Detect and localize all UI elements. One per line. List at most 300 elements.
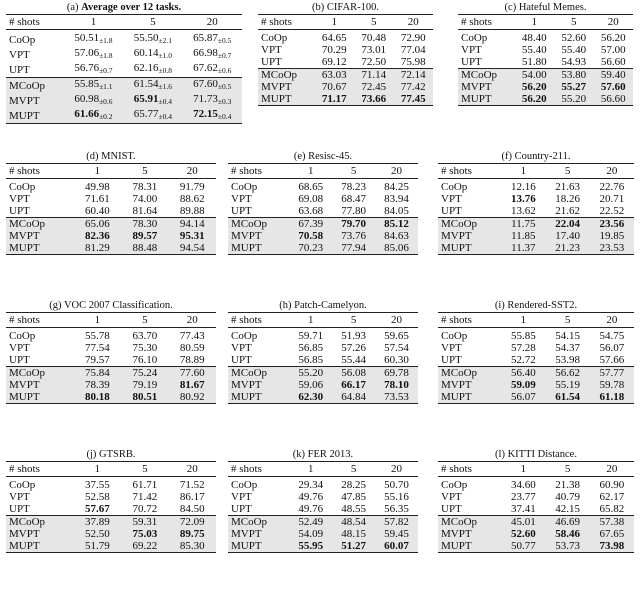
- table-row: [438, 540, 634, 553]
- method-name: UPT: [231, 205, 252, 217]
- method-name: MVPT: [6, 528, 74, 540]
- score-cell: [590, 528, 634, 540]
- table-row: [6, 516, 216, 528]
- method-name: MCoOp: [6, 218, 74, 230]
- method-name: MUPT: [258, 93, 314, 106]
- score-value: 46.69: [555, 516, 580, 528]
- score-value: 81.64: [132, 205, 158, 217]
- table-row: [258, 69, 433, 81]
- score-cell: [289, 230, 332, 242]
- score-cell: [289, 330, 332, 342]
- score-cell: [545, 379, 589, 391]
- score-cell: [74, 516, 121, 528]
- score-value: 77.45: [400, 93, 426, 105]
- score-value: 22.52: [599, 205, 625, 217]
- score-value: 57.54: [384, 342, 409, 354]
- score-value: 11.37: [511, 242, 536, 254]
- score-value: 56.40: [510, 367, 536, 379]
- score-cell: [545, 516, 589, 528]
- table-row: [438, 391, 634, 404]
- score-value: 77.43: [179, 330, 205, 342]
- score-value: 65.82: [599, 503, 625, 515]
- method-name: MCoOp: [6, 516, 74, 528]
- caption-title: KITTI Distance.: [507, 449, 577, 460]
- score-value: 67.39: [298, 218, 324, 230]
- score-value: 21.23: [555, 242, 580, 254]
- table-row: [228, 491, 418, 503]
- caption-label: (g): [49, 300, 62, 311]
- score-value: 57.06: [74, 47, 100, 59]
- table-row: [6, 32, 242, 47]
- score-value: 55.50: [133, 32, 159, 44]
- method-name: MVPT: [438, 379, 501, 391]
- score-value: 71.42: [132, 491, 158, 503]
- table-row: [438, 242, 634, 255]
- score-cell: [501, 218, 545, 230]
- method-name: UPT: [441, 205, 462, 217]
- score-cell: [123, 47, 182, 62]
- score-cell: [545, 193, 589, 205]
- score-value: 53.73: [555, 540, 580, 552]
- score-value: 50.77: [510, 540, 536, 552]
- score-value: 78.30: [132, 218, 158, 230]
- score-value: 80.92: [179, 391, 205, 403]
- score-cell: [74, 193, 121, 205]
- score-value: 52.50: [85, 528, 110, 540]
- header-row: [228, 462, 418, 477]
- table-row: [438, 479, 634, 491]
- score-cell: [314, 32, 354, 44]
- caption-label: (l): [495, 449, 505, 460]
- score-value: 65.91: [133, 93, 159, 105]
- score-value: 60.14: [133, 47, 159, 59]
- score-cell: [314, 69, 354, 81]
- method-name: MUPT: [438, 242, 501, 255]
- score-value: 78.39: [85, 379, 110, 391]
- score-cell: [332, 230, 375, 242]
- score-value: 78.31: [132, 181, 158, 193]
- score-cell: [545, 205, 589, 218]
- score-value: 56.76: [74, 62, 100, 74]
- score-cell: [332, 193, 375, 205]
- score-value: 56.85: [298, 354, 324, 366]
- header-shot-count: 5: [332, 462, 375, 477]
- score-cell: [74, 528, 121, 540]
- score-cell: [590, 230, 634, 242]
- score-cell: [183, 62, 242, 78]
- table-row: [258, 56, 433, 69]
- score-value: 94.54: [179, 242, 205, 254]
- std-dev: ±0.7: [217, 51, 232, 60]
- table-caption: [228, 448, 418, 461]
- table-row: [228, 379, 418, 391]
- score-value: 75.98: [400, 56, 426, 68]
- score-value: 61.54: [133, 78, 159, 90]
- score-cell: [289, 503, 332, 516]
- score-value: 21.62: [555, 205, 580, 217]
- method-name: MUPT: [438, 540, 501, 553]
- std-dev: ±1.0: [158, 51, 172, 60]
- score-cell: [590, 181, 634, 193]
- method-name: CoOp: [9, 479, 36, 491]
- score-cell: [289, 516, 332, 528]
- score-value: 74.00: [132, 193, 158, 205]
- score-cell: [183, 93, 242, 108]
- table-row: [6, 205, 216, 218]
- table-row: [6, 193, 216, 205]
- score-value: 77.42: [400, 81, 426, 93]
- table-caption: [6, 299, 216, 312]
- score-value: 22.76: [599, 181, 625, 193]
- score-cell: [393, 93, 433, 106]
- table-row: [438, 205, 634, 218]
- score-value: 70.67: [321, 81, 347, 93]
- score-cell: [169, 367, 216, 379]
- score-cell: [74, 391, 121, 404]
- score-value: 54.37: [555, 342, 580, 354]
- header-row: [438, 313, 634, 328]
- score-cell: [590, 516, 634, 528]
- table-row: [228, 330, 418, 342]
- score-value: 34.60: [510, 479, 536, 491]
- table-row: [258, 93, 433, 106]
- score-value: 61.71: [132, 479, 158, 491]
- std-dev: ±0.3: [217, 97, 232, 106]
- table-caption: [438, 150, 634, 163]
- score-cell: [554, 44, 594, 56]
- table-panel: [458, 1, 633, 106]
- method-name: MCoOp: [458, 69, 514, 81]
- score-cell: [289, 540, 332, 553]
- table-caption: [6, 150, 216, 163]
- header-shot-count: 1: [501, 313, 545, 328]
- score-value: 57.66: [599, 354, 625, 366]
- score-value: 54.15: [555, 330, 580, 342]
- score-cell: [121, 242, 168, 255]
- score-cell: [501, 230, 545, 242]
- score-cell: [501, 516, 545, 528]
- score-value: 73.53: [384, 391, 409, 403]
- score-cell: [169, 230, 216, 242]
- score-cell: [289, 205, 332, 218]
- score-cell: [169, 181, 216, 193]
- table-row: [228, 540, 418, 553]
- caption-label: (f): [501, 151, 512, 162]
- score-cell: [501, 379, 545, 391]
- table-panel: [258, 1, 433, 106]
- score-value: 55.20: [561, 93, 587, 105]
- score-cell: [169, 218, 216, 230]
- score-value: 80.59: [179, 342, 205, 354]
- score-cell: [121, 367, 168, 379]
- score-cell: [169, 516, 216, 528]
- table-panel: [438, 150, 634, 255]
- header-row: [6, 164, 216, 179]
- header-shot-count: 1: [74, 164, 121, 179]
- header-shot-count: 5: [332, 313, 375, 328]
- score-value: 75.03: [132, 528, 158, 540]
- table-row: [438, 330, 634, 342]
- score-cell: [121, 342, 168, 354]
- table-row: [228, 193, 418, 205]
- caption-title: Hateful Memes.: [518, 2, 587, 13]
- table-row: [258, 81, 433, 93]
- score-cell: [593, 93, 633, 106]
- method-name: MVPT: [458, 81, 514, 93]
- header-row: [6, 462, 216, 477]
- score-cell: [332, 479, 375, 491]
- score-cell: [375, 330, 418, 342]
- score-value: 57.60: [600, 81, 626, 93]
- score-value: 55.19: [555, 379, 580, 391]
- score-cell: [590, 205, 634, 218]
- score-value: 73.76: [341, 230, 366, 242]
- score-value: 72.50: [361, 56, 387, 68]
- score-value: 80.51: [132, 391, 158, 403]
- score-value: 57.00: [600, 44, 626, 56]
- caption-title: GTSRB.: [99, 449, 136, 460]
- score-cell: [121, 218, 168, 230]
- method-name: UPT: [9, 63, 30, 76]
- score-value: 77.60: [179, 367, 205, 379]
- score-value: 68.47: [341, 193, 366, 205]
- score-cell: [545, 367, 589, 379]
- caption-label: (h): [279, 300, 292, 311]
- score-cell: [593, 56, 633, 69]
- score-cell: [514, 44, 554, 56]
- score-cell: [121, 330, 168, 342]
- score-value: 54.93: [561, 56, 587, 68]
- score-value: 51.79: [85, 540, 110, 552]
- score-value: 66.17: [341, 379, 366, 391]
- score-cell: [545, 230, 589, 242]
- score-value: 71.17: [321, 93, 347, 105]
- score-cell: [501, 367, 545, 379]
- score-value: 60.40: [85, 205, 110, 217]
- header-shot-count: 5: [545, 313, 589, 328]
- score-value: 48.40: [521, 32, 547, 44]
- score-cell: [501, 491, 545, 503]
- score-cell: [593, 81, 633, 93]
- score-cell: [332, 342, 375, 354]
- header-row: [228, 313, 418, 328]
- score-value: 85.30: [179, 540, 205, 552]
- table-panel: [228, 299, 418, 404]
- score-value: 57.77: [599, 367, 625, 379]
- score-cell: [545, 218, 589, 230]
- score-cell: [332, 205, 375, 218]
- score-value: 78.23: [341, 181, 366, 193]
- score-cell: [514, 93, 554, 106]
- table-row: [458, 44, 633, 56]
- score-value: 79.19: [132, 379, 158, 391]
- score-value: 73.01: [361, 44, 387, 56]
- score-value: 94.14: [179, 218, 205, 230]
- score-value: 61.54: [555, 391, 580, 403]
- score-value: 55.44: [341, 354, 366, 366]
- table-panel: [228, 448, 418, 553]
- score-cell: [289, 528, 332, 540]
- score-value: 52.49: [298, 516, 324, 528]
- std-dev: ±1.8: [99, 51, 113, 60]
- score-cell: [169, 540, 216, 553]
- score-cell: [332, 218, 375, 230]
- table-row: [6, 479, 216, 491]
- table-row: [438, 193, 634, 205]
- table-row: [6, 503, 216, 516]
- score-cell: [121, 205, 168, 218]
- score-value: 20.71: [599, 193, 625, 205]
- method-name: MVPT: [438, 230, 501, 242]
- score-value: 58.46: [555, 528, 580, 540]
- header-shots: # shots: [258, 15, 314, 30]
- score-cell: [514, 81, 554, 93]
- score-cell: [545, 354, 589, 367]
- table-row: [258, 32, 433, 44]
- score-cell: [545, 503, 589, 516]
- score-value: 67.65: [599, 528, 625, 540]
- method-name: MCoOp: [6, 78, 64, 93]
- score-value: 55.16: [384, 491, 409, 503]
- table-caption: [258, 1, 433, 14]
- score-cell: [169, 479, 216, 491]
- score-cell: [545, 540, 589, 553]
- score-cell: [121, 181, 168, 193]
- score-cell: [375, 503, 418, 516]
- score-value: 56.20: [521, 81, 547, 93]
- score-cell: [123, 62, 182, 78]
- score-cell: [74, 503, 121, 516]
- score-cell: [169, 242, 216, 255]
- header-shot-count: 1: [501, 164, 545, 179]
- results-table: [6, 461, 216, 553]
- score-value: 37.89: [85, 516, 110, 528]
- method-name: UPT: [261, 56, 282, 68]
- header-shot-count: 5: [554, 15, 594, 30]
- header-row: [258, 15, 433, 30]
- score-value: 49.98: [85, 181, 110, 193]
- score-cell: [332, 367, 375, 379]
- score-cell: [554, 69, 594, 81]
- score-value: 52.72: [510, 354, 536, 366]
- table-row: [228, 342, 418, 354]
- method-name: MUPT: [6, 242, 74, 255]
- score-value: 79.57: [85, 354, 110, 366]
- results-table: [228, 461, 418, 553]
- score-cell: [501, 330, 545, 342]
- score-value: 54.75: [599, 330, 625, 342]
- score-cell: [590, 218, 634, 230]
- header-shots: # shots: [6, 15, 64, 30]
- score-value: 56.60: [600, 93, 626, 105]
- score-cell: [314, 44, 354, 56]
- header-shot-count: 1: [74, 313, 121, 328]
- score-value: 65.06: [85, 218, 110, 230]
- score-value: 51.80: [521, 56, 547, 68]
- table-row: [228, 479, 418, 491]
- score-value: 84.25: [384, 181, 409, 193]
- score-cell: [169, 330, 216, 342]
- caption-title: MNIST.: [101, 151, 136, 162]
- score-cell: [314, 56, 354, 69]
- score-value: 69.08: [298, 193, 324, 205]
- table-row: [438, 354, 634, 367]
- table-panel: [6, 150, 216, 255]
- header-shot-count: 5: [545, 164, 589, 179]
- header-shot-count: 20: [590, 164, 634, 179]
- score-value: 84.05: [384, 205, 409, 217]
- score-cell: [354, 56, 394, 69]
- score-value: 64.65: [321, 32, 347, 44]
- method-name: UPT: [231, 503, 252, 515]
- std-dev: ±0.7: [99, 66, 113, 75]
- score-value: 95.31: [179, 230, 205, 242]
- score-cell: [332, 330, 375, 342]
- score-cell: [593, 69, 633, 81]
- score-value: 59.09: [510, 379, 536, 391]
- score-cell: [501, 342, 545, 354]
- score-cell: [289, 193, 332, 205]
- score-value: 73.66: [361, 93, 387, 105]
- score-value: 73.98: [599, 540, 625, 552]
- score-value: 17.40: [555, 230, 580, 242]
- score-cell: [354, 44, 394, 56]
- score-cell: [554, 93, 594, 106]
- score-cell: [332, 491, 375, 503]
- std-dev: ±0.6: [217, 66, 232, 75]
- table-row: [228, 391, 418, 404]
- score-cell: [590, 503, 634, 516]
- score-value: 56.62: [555, 367, 580, 379]
- score-cell: [123, 93, 182, 108]
- table-row: [228, 528, 418, 540]
- score-cell: [590, 491, 634, 503]
- table-panel: [438, 299, 634, 404]
- score-value: 57.67: [85, 503, 110, 515]
- method-name: MCoOp: [438, 516, 501, 528]
- score-cell: [354, 69, 394, 81]
- method-name: MVPT: [228, 379, 289, 391]
- score-value: 53.98: [555, 354, 580, 366]
- score-value: 84.50: [179, 503, 205, 515]
- table-row: [228, 367, 418, 379]
- score-cell: [289, 218, 332, 230]
- header-row: [6, 313, 216, 328]
- header-shot-count: 5: [354, 15, 394, 30]
- score-value: 59.71: [298, 330, 324, 342]
- score-cell: [590, 330, 634, 342]
- results-table: [458, 14, 633, 106]
- score-value: 29.34: [298, 479, 324, 491]
- score-value: 50.70: [384, 479, 409, 491]
- table-row: [458, 81, 633, 93]
- header-shot-count: 20: [593, 15, 633, 30]
- score-value: 13.76: [510, 193, 536, 205]
- score-cell: [375, 193, 418, 205]
- score-cell: [169, 379, 216, 391]
- score-value: 59.45: [384, 528, 409, 540]
- score-value: 42.15: [555, 503, 580, 515]
- score-value: 85.12: [384, 218, 409, 230]
- caption-title: Country-211.: [514, 151, 571, 162]
- table-row: [438, 367, 634, 379]
- score-cell: [169, 354, 216, 367]
- score-cell: [121, 230, 168, 242]
- std-dev: ±0.5: [217, 82, 232, 91]
- table-row: [6, 47, 242, 62]
- score-value: 60.30: [384, 354, 409, 366]
- table-row: [6, 62, 242, 78]
